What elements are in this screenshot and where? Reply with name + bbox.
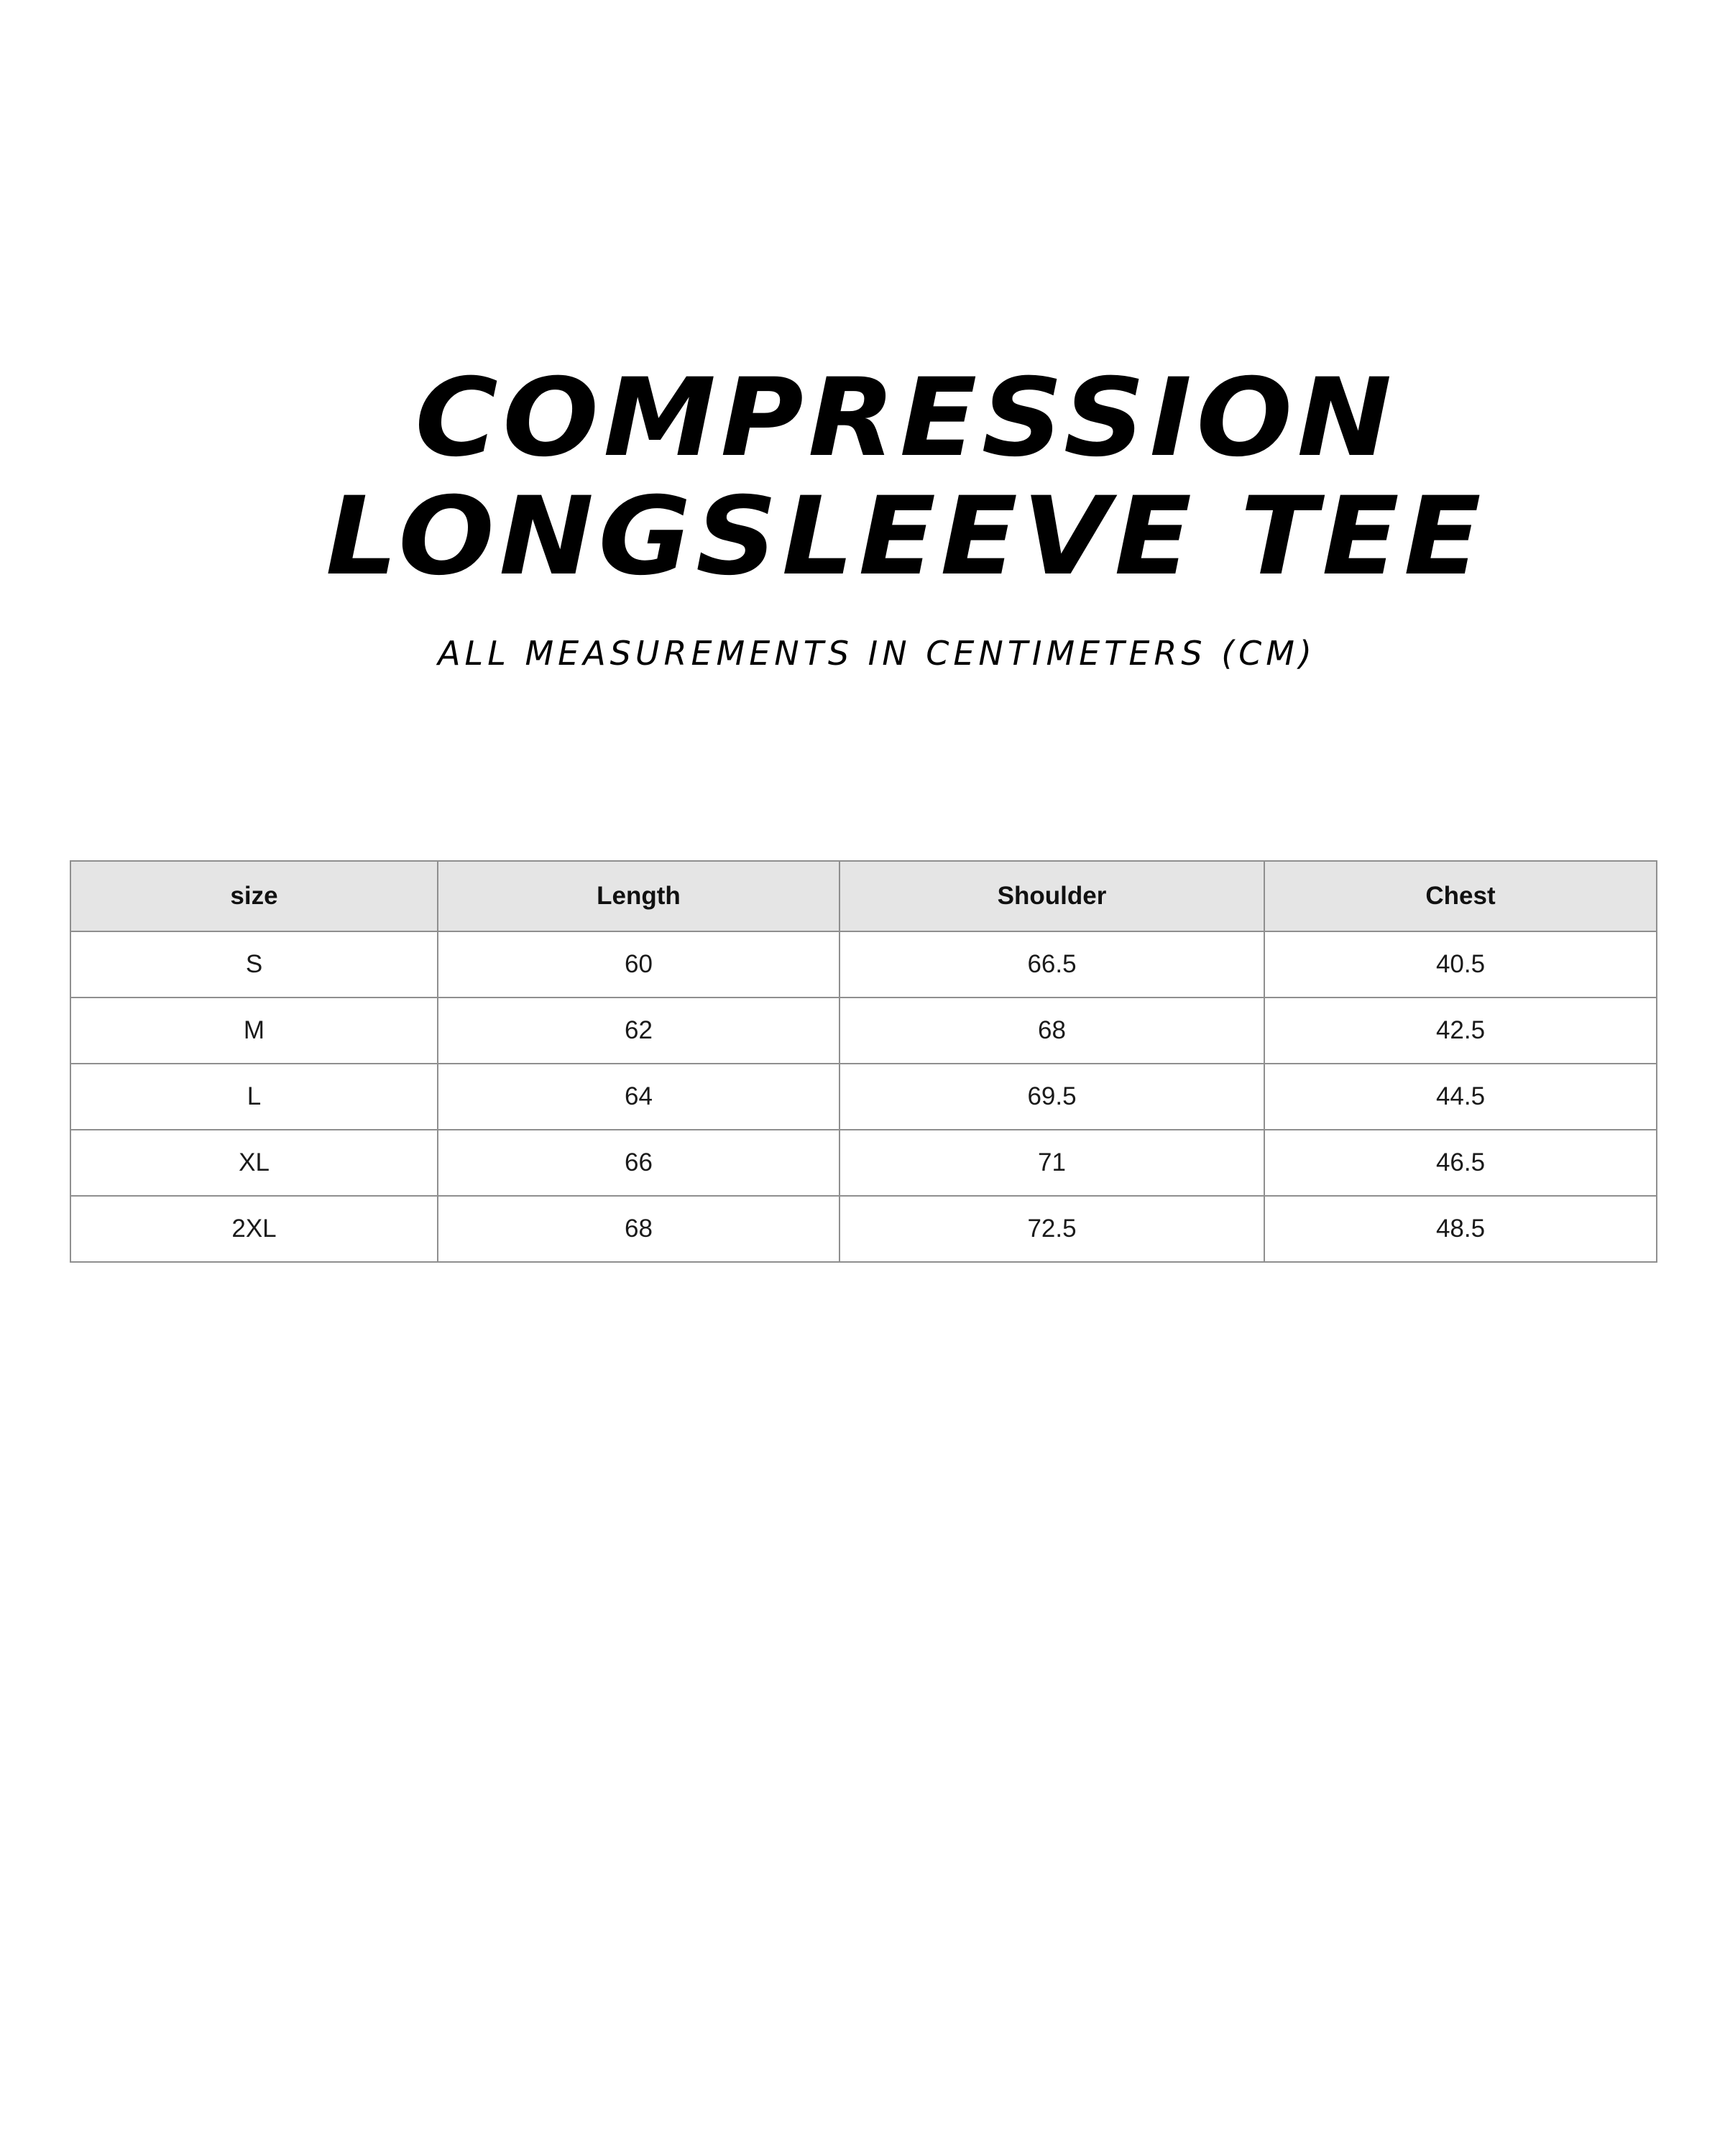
- cell-length: 68: [438, 1196, 840, 1262]
- cell-chest: 40.5: [1264, 931, 1657, 998]
- cell-chest: 44.5: [1264, 1064, 1657, 1130]
- table-row: [70, 1064, 1657, 1130]
- cell-length: 66: [438, 1130, 840, 1196]
- cell-size: L: [70, 1064, 438, 1130]
- size-chart-table: [70, 860, 1657, 1263]
- cell-size: M: [70, 998, 438, 1064]
- table-row: [70, 931, 1657, 998]
- page-title: [0, 356, 1725, 599]
- cell-shoulder: 72.5: [840, 1196, 1264, 1262]
- header-chest: Chest: [1264, 861, 1657, 931]
- table-row: [70, 1196, 1657, 1262]
- cell-shoulder: 71: [840, 1130, 1264, 1196]
- cell-shoulder: 66.5: [840, 931, 1264, 998]
- measurement-unit-note: ALL MEASUREMENTS IN CENTIMETERS (CM): [438, 634, 1316, 673]
- title-line-2: LONGSLEEVE TEE: [326, 474, 1486, 599]
- table-header-row: [70, 861, 1657, 931]
- cell-chest: 42.5: [1264, 998, 1657, 1064]
- cell-size: 2XL: [70, 1196, 438, 1262]
- title-line-1: COMPRESSION: [415, 356, 1397, 481]
- cell-size: S: [70, 931, 438, 998]
- cell-shoulder: 68: [840, 998, 1264, 1064]
- header-size: size: [70, 861, 438, 931]
- header-shoulder: Shoulder: [840, 861, 1264, 931]
- cell-length: 60: [438, 931, 840, 998]
- cell-chest: 46.5: [1264, 1130, 1657, 1196]
- cell-length: 64: [438, 1064, 840, 1130]
- cell-size: XL: [70, 1130, 438, 1196]
- table-row: [70, 1130, 1657, 1196]
- cell-length: 62: [438, 998, 840, 1064]
- header-length: Length: [438, 861, 840, 931]
- cell-chest: 48.5: [1264, 1196, 1657, 1262]
- cell-shoulder: 69.5: [840, 1064, 1264, 1130]
- table-row: [70, 998, 1657, 1064]
